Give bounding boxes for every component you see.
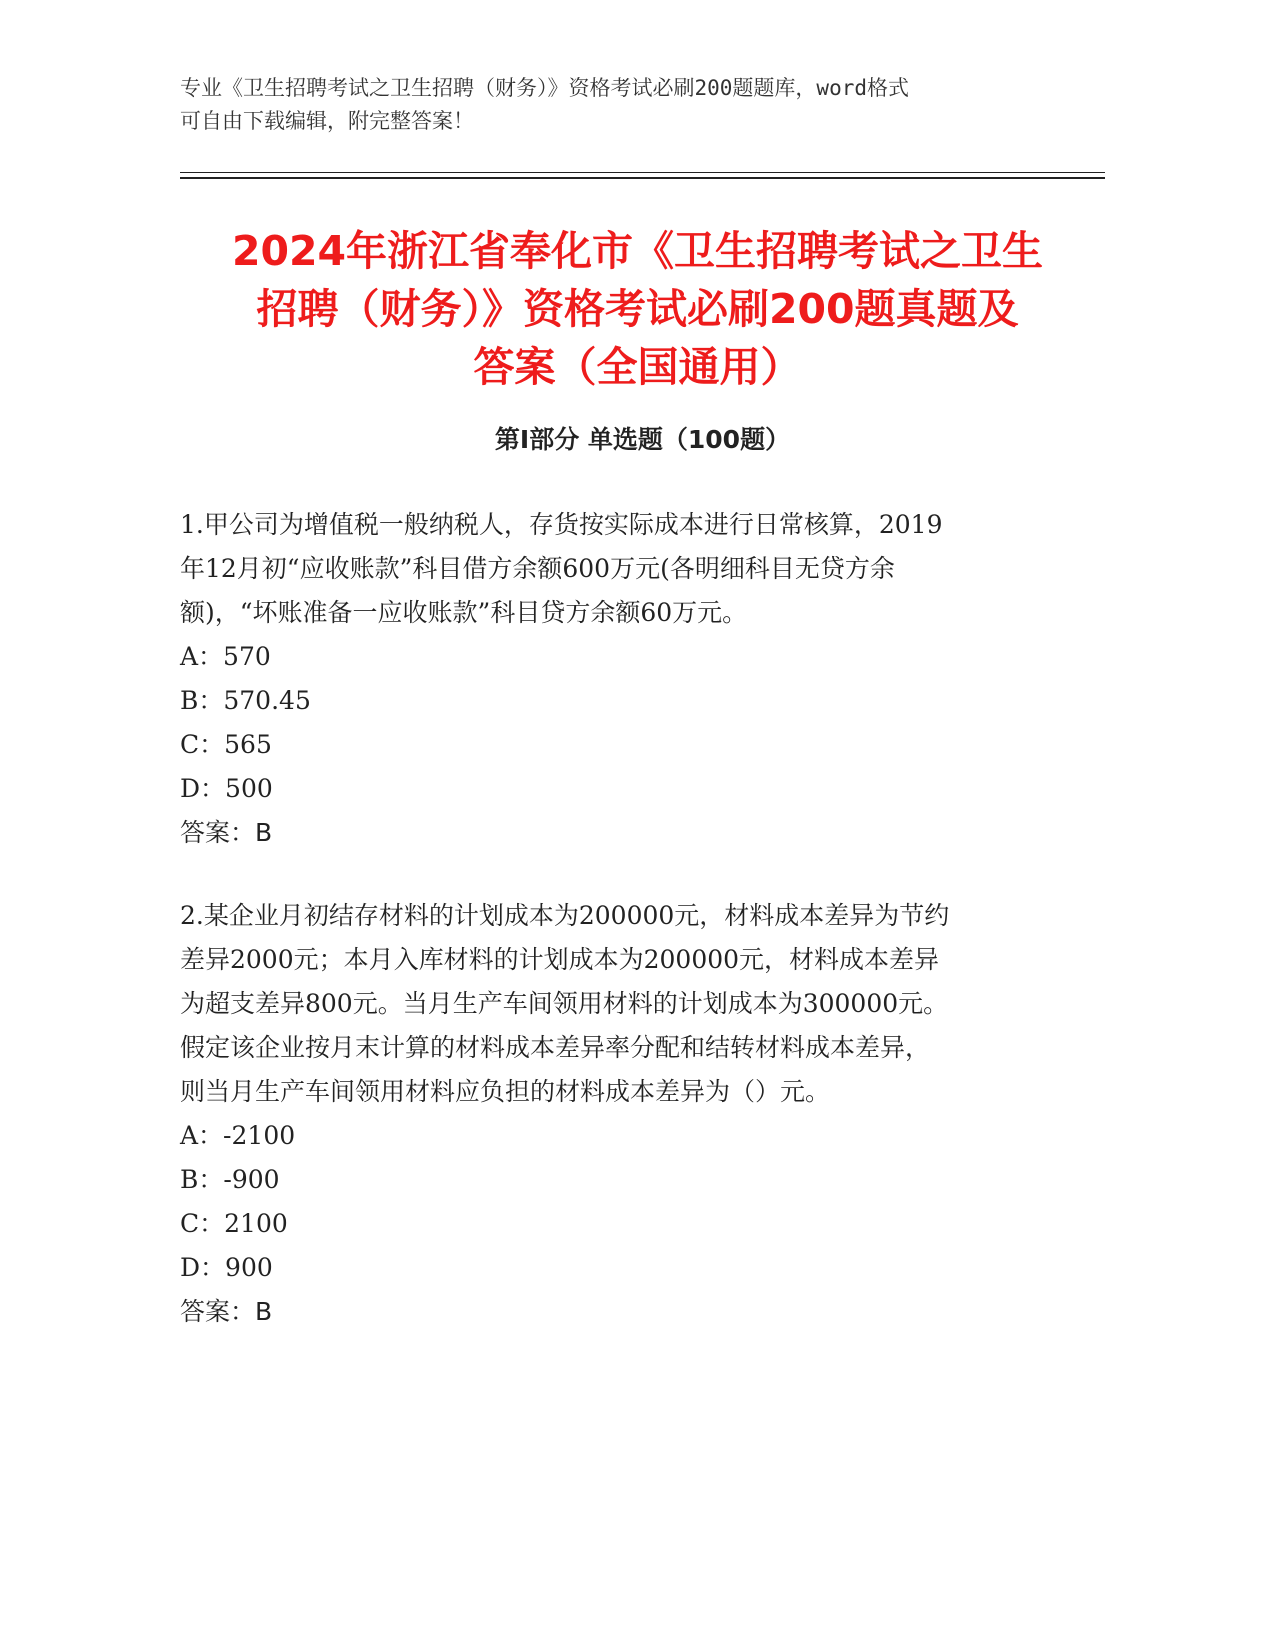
option-b: B：570.45 [180, 686, 311, 715]
question-text-line: 年12月初“应收账款”科目借方余额600万元(各明细科目无贷方余 [180, 554, 895, 583]
header-divider-thin [180, 172, 1105, 173]
option-d: D：500 [180, 774, 273, 803]
page-title-line: 招聘（财务）》资格考试必刷200题真题及 [256, 285, 1019, 333]
question-1 [180, 503, 1030, 855]
question-text-line: 为超支差异800元。当月生产车间领用材料的计划成本为300000元。 [180, 989, 949, 1018]
question-text-line: 假定该企业按月末计算的材料成本差异率分配和结转材料成本差异， [180, 1033, 931, 1062]
question-text-line: 1.甲公司为增值税一般纳税人，存货按实际成本进行日常核算，2019 [180, 510, 943, 539]
option-c: C：2100 [180, 1209, 288, 1238]
option-d: D：900 [180, 1253, 273, 1282]
page-title-line: 2024年浙江省奉化市《卫生招聘考试之卫生 [231, 227, 1044, 275]
answer: 答案：B [180, 818, 273, 847]
header-note [180, 72, 1030, 138]
header-divider-thick [180, 177, 1105, 179]
question-text-line: 2.某企业月初结存材料的计划成本为200000元，材料成本差异为节约 [180, 901, 950, 930]
option-c: C：565 [180, 730, 272, 759]
option-b: B：-900 [180, 1165, 280, 1194]
page-title [140, 222, 1135, 396]
question-text-line: 额)，“坏账准备一应收账款”科目贷方余额60万元。 [180, 598, 748, 627]
option-a: A：570 [180, 642, 271, 671]
section-title: 第Ⅰ部分 单选题（100题） [494, 425, 791, 454]
header-note-line: 可自由下载编辑，附完整答案！ [180, 109, 474, 133]
option-a: A：-2100 [180, 1121, 296, 1150]
header-note-line: 专业《卫生招聘考试之卫生招聘（财务）》资格考试必刷200题题库，word格式 [180, 76, 909, 100]
question-text-line: 差异2000元；本月入库材料的计划成本为200000元，材料成本差异 [180, 945, 940, 974]
question-2 [180, 894, 1030, 1334]
question-text-line: 则当月生产车间领用材料应负担的材料成本差异为（）元。 [180, 1077, 831, 1106]
page-title-line: 答案（全国通用） [473, 343, 802, 391]
answer: 答案：B [180, 1297, 273, 1326]
